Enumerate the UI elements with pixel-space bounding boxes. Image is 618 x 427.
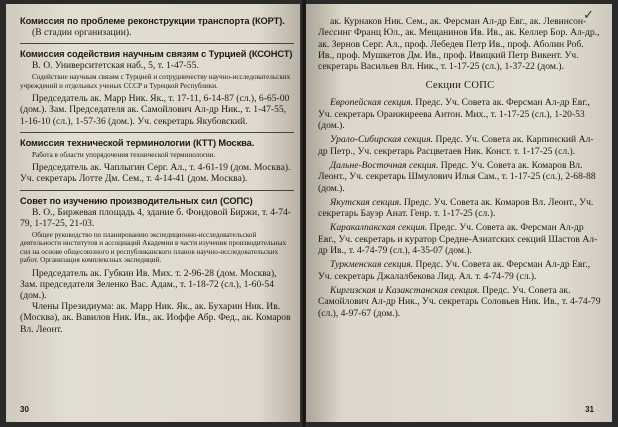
divider xyxy=(20,190,294,191)
divider xyxy=(20,43,294,44)
section-text: Предс. Уч. Совета ак. Ферсман Ал-др Евг., Уч. секретарь и куратор Средне-Азиатских секций Шастов Ал-др Ив., т. 4-74-79 (сл.), 4-35-07 (дом.). xyxy=(318,222,598,257)
section-name: Каракалпакская секция. xyxy=(330,222,428,234)
section-entry xyxy=(318,97,602,131)
divider xyxy=(20,132,294,133)
section-name: Европейская секция. xyxy=(330,97,413,109)
section-entry xyxy=(318,259,602,282)
entry-staff: Председатель ак. Марр Ник. Як., т. 17-11, 6-14-87 (сл.), 6-65-00 (дом.). Зам. Председателя ак. Самойлович Ал-др Ник., т. 1-47-55, 1-16-10 (сл.), 1-57-36 (дом.). Уч. секретарь Якубовский. xyxy=(20,93,290,127)
section-entry xyxy=(318,222,602,256)
entry-address: В. О. Университетская наб., 5, т. 1-47-55. xyxy=(32,60,199,72)
entry-address: В. О., Биржевая площадь 4, здание б. Фондовой Биржи, т. 4-74-79, 1-17-25, 21-03. xyxy=(20,206,291,229)
pencil-mark-icon: ✓ xyxy=(583,8,594,23)
entry-description: Работа в области упорядочения технической терминологии. xyxy=(32,150,216,159)
sections-list xyxy=(318,97,602,318)
section-name: Киргизская и Казакстанская секция. xyxy=(330,284,480,296)
entry-staff: Председатель ак. Губкин Ив. Мих. т. 2-96-28 (дом. Москва), Зам. председателя Зеленко Вас. Адам., т. 1-18-72 (сл.), 1-60-54 (дом.). xyxy=(20,267,277,302)
entry-title: Комиссия по проблеме реконструкции транспорта (КОРТ). xyxy=(20,16,285,26)
page-number: 31 xyxy=(585,405,594,414)
right-page xyxy=(306,4,612,422)
entry-members: Члены Президиума: ак. Марр Ник. Як., ак. Бухарин Ник. Ив. (Москва), ак. Вавилов Ник. Ив., ак. Иоффе Абр. Фед., ак. Комаров Вл. Леонт. xyxy=(20,301,291,335)
entry-description: Общее руководство по планированию экспедиционно-исследовательской деятельности институтов и ассоциаций Академии в части изучения производительных сил на основе общесоюзного и республиканского планов научно-исследовательских работ. Организация комплексных экспедиций. xyxy=(20,231,287,265)
entry-title: Совет по изучению производительных сил (СОПС) xyxy=(20,195,253,206)
section-entry xyxy=(318,134,602,157)
members-continued: ак. Курнаков Ник. Сем., ак. Ферсман Ал-др Евг., ак. Левинсон-Лессинг Франц Юл., ак. Мещанинов Ив. Ив., ак. Келлер Бор. Ал-др., ак. Зернов Серг. Ал., проф. Лебедев Петр Ив., проф. Аболин Роб. Ив., проф. Мушкетов Дм. Ив., проф. Ивицкий Петр Викент. Уч. секретарь Васильев Вл. Ник., т. 1-17-25 (сл.), 1-37-22 (дом.). xyxy=(318,16,600,73)
section-name: Дальне-Восточная секция. xyxy=(330,159,439,171)
entry-title: Комиссия содействия научным связям с Турцией (КСОНСТ) xyxy=(20,49,293,60)
section-name: Туркменская секция. xyxy=(330,259,414,271)
entry-staff: Председатель ак. Чаплыгин Серг. Ал., т. 4-61-19 (дом. Москва). Уч. секретарь Лотте Дм. Сем., т. 4-14-41 (дом. Москва). xyxy=(20,162,291,185)
entry-title: Комиссия технической терминологии (КТТ) Москва. xyxy=(20,137,255,148)
entry-ksonst xyxy=(20,49,294,127)
left-page xyxy=(6,4,302,422)
entry-ktt xyxy=(20,138,294,185)
section-name: Якутская секция. xyxy=(330,196,402,208)
entry-description: Содействие научным связям с Турцией и сотрудничеству научно-исследовательских учреждений и отдельных ученых СССР и Турецкой Республики. xyxy=(20,73,291,90)
section-entry xyxy=(318,197,602,220)
section-text: Предс. Уч. Совета ак. Самойлович Ал-др Ник., Уч. секретарь Соловьев Ник. Ив., т. 4-74-79 (сл.), 4-97-67 (дом.). xyxy=(318,284,601,319)
section-name: Урало-Сибирская секция. xyxy=(330,134,434,146)
section-entry xyxy=(318,160,602,194)
entry-kort xyxy=(20,16,294,38)
entry-sops xyxy=(20,196,294,335)
section-text: Предс. Уч. Совета ак. Комаров Вл. Леонт., Уч. секретарь Бауэр Анат. Генр. т. 1-17-25 (сл.). xyxy=(318,196,594,220)
section-text: Предс. Уч. Совета ак. Ферсман Ал-др Евг., Уч. секретарь Джалалбекова Лид. Ал. т. 4-74-79 (сл.). xyxy=(318,259,591,282)
page-number: 30 xyxy=(20,405,29,414)
entry-status: (В стадии организации). xyxy=(32,27,132,38)
section-entry xyxy=(318,285,602,319)
section-text: Предс. Уч. Совета ак. Ферсман Ал-др Евг., Уч. секретарь Оранжиреева Антон. Мих., т. 1-17-25 (сл.), 1-20-53 (дом.). xyxy=(318,97,590,132)
section-text: Предс. Уч. Совета ак. Карпинский Ал-др Петр., Уч. секретарь Расцветаев Ник. Конст. т. 1-17-25 (сл.). xyxy=(318,134,594,157)
section-heading: Секции СОПС xyxy=(425,80,495,92)
section-text: Предс. Уч. Совета ак. Комаров Вл. Леонт., Уч. секретарь Шмулович Илья Сам., т. 1-17-25 (сл.), 2-68-88 (дом.). xyxy=(318,159,596,194)
